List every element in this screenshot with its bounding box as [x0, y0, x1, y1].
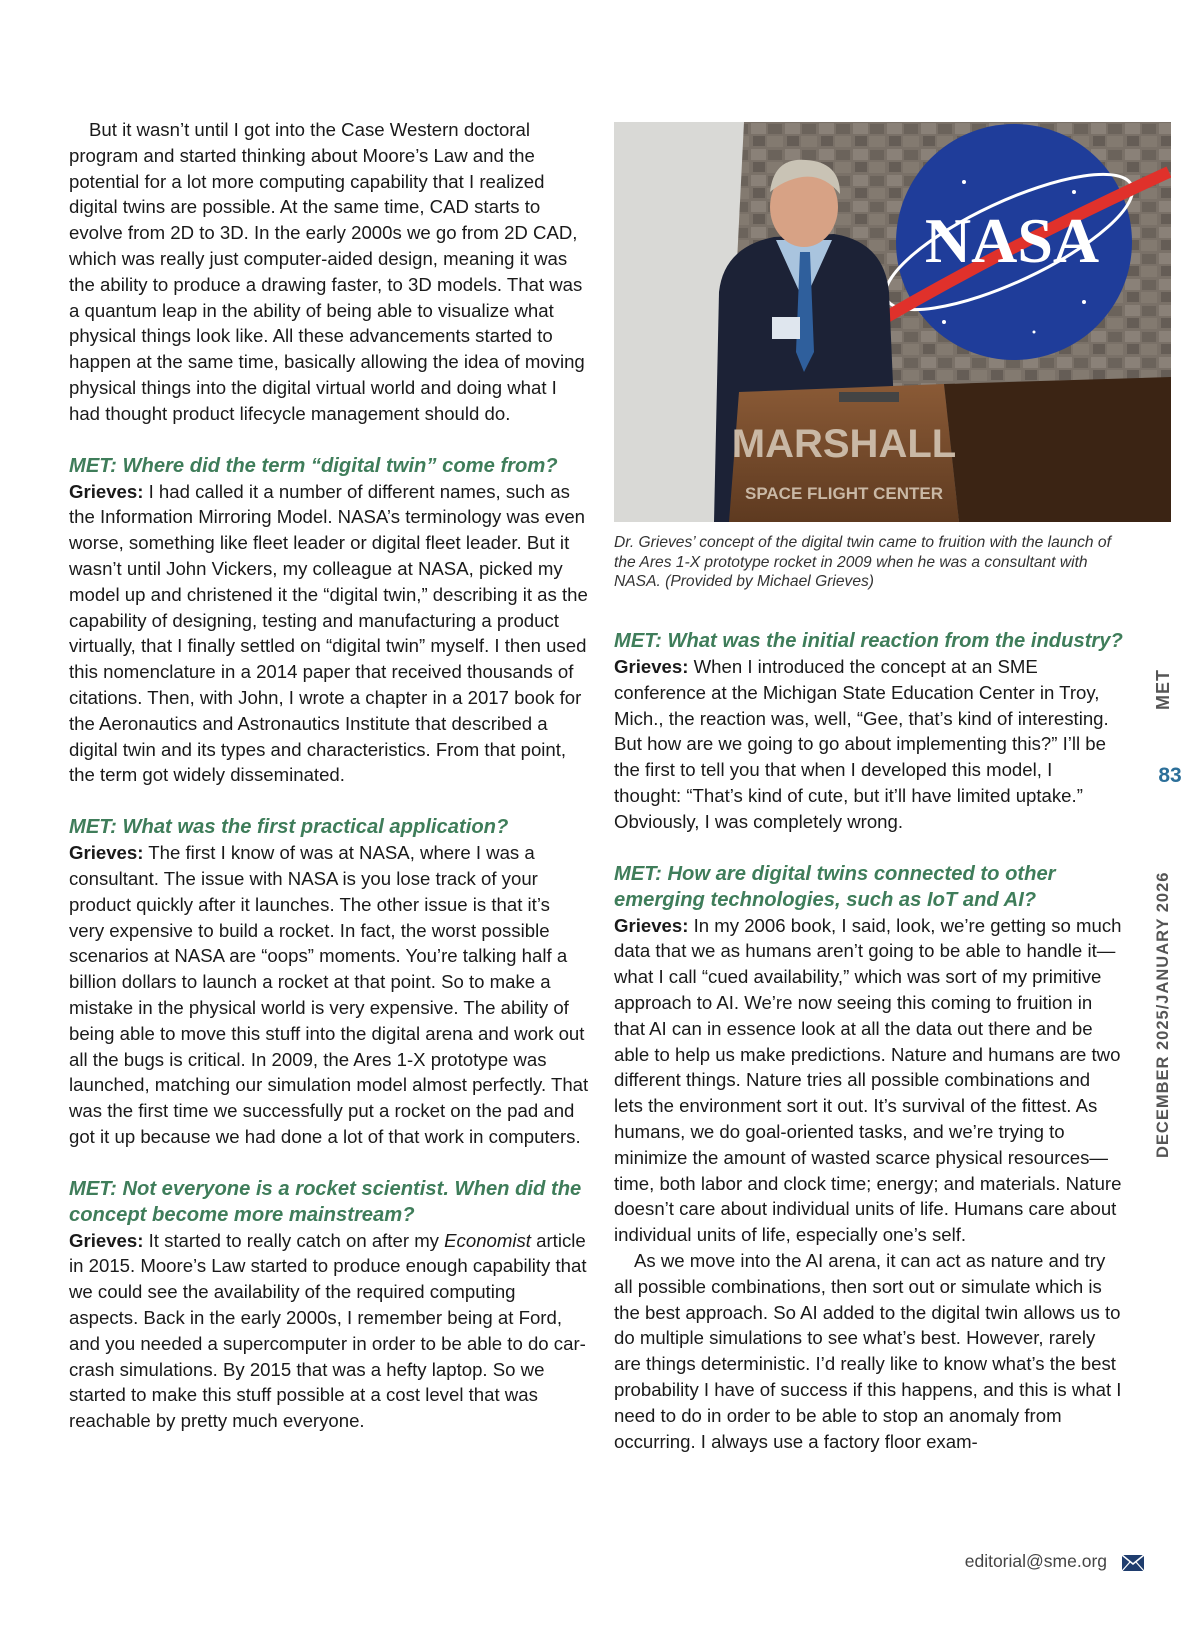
svg-text:MARSHALL: MARSHALL — [731, 422, 957, 466]
issue-date: DECEMBER 2025/JANUARY 2026 — [1154, 871, 1172, 1158]
answer-emerging-tech — [614, 913, 1124, 1248]
question-initial-reaction: MET: What was the initial reaction from the industry? — [614, 630, 1123, 652]
podium — [729, 377, 1171, 522]
question-digital-twin-origin: MET: Where did the term “digital twin” come from? — [69, 454, 558, 477]
speaker-label: Grieves: — [614, 656, 689, 677]
speaker-label: Grieves: — [69, 480, 144, 502]
publication-name: Economist — [444, 1229, 531, 1251]
speaker-label: Grieves: — [69, 842, 144, 864]
answer-text: The first I know of was at NASA, where I was a consultant. The issue with NASA is you lose track of your product quickly after it launches. The other issue is that it’s very expensive to build a rocket. In fact, the worst possible scenarios at NASA are “oops” moments. You’re talking half a billion dollars to launch a rocket at that point. So to make a mistake in the physical world is very expensive. The ability of being able to move this stuff into the digital arena and work out all the bugs is critical. In 2009, the Ares 1-X prototype was launched, matching our simulation model almost perfectly. That was the first time we successfully put a rocket on the pad and got it up because we had done a lot of that work in computers. — [69, 842, 589, 1147]
answer-text: It started to really catch on after my — [143, 1229, 445, 1251]
svg-text:SPACE FLIGHT CENTER: SPACE FLIGHT CENTER — [744, 484, 944, 503]
answer-initial-reaction — [614, 654, 1124, 835]
editorial-email[interactable]: editorial@sme.org — [964, 1551, 1107, 1571]
article-photo — [614, 122, 1171, 522]
answer-text: article in 2015. Moore’s Law started to produce enough capability that we could see the availability of the required computing aspects. Back in the early 2000s, I remember being at Ford, and you needed a supercomputer in order to be able to do car-crash simulations. By 2015 that was a hefty laptop. So we started to make this stuff possible at a cost level that was reachable by pretty much everyone. — [69, 1229, 587, 1432]
answer-mainstream — [69, 1228, 589, 1434]
answer-text: When I introduced the concept at an SME conference at the Michigan State Education Center in Troy, Mich., the reaction was, well, “Gee, that’s kind of interesting. But how are we going to go about implementing this?” I’ll be the first to tell you that when I developed this model, I thought: “That’s kind of cute, but it’ll have limited uptake.” Obviously, I was completely wrong. — [614, 656, 1109, 832]
intro-paragraph: But it wasn’t until I got into the Case Western doctoral program and started thinking about Moore’s Law and the potential for a lot more computing capability that I realized digital twins are possible. At the same time, CAD starts to evolve from 2D to 3D. In the early 2000s we go from 2D CAD, which was really just computer-aided design, meaning it was the ability to produce a drawing faster, to 3D models. That was a quantum leap in the ability of being able to visualize what physical things look like. All these advancements started to happen at the same time, basically allowing the idea of moving physical things into the digital virtual world and doing what I had thought product lifecycle management should do. — [69, 119, 585, 424]
speaker-label: Grieves: — [69, 1229, 144, 1251]
question-mainstream: MET: Not everyone is a rocket scientist. When did the concept become more mainstream? — [69, 1177, 582, 1226]
answer-text: I had called it a number of different names, such as the Information Mirroring Model. NASA’s terminology was even worse, something like fleet leader or digital fleet leader. But it wasn’t until John Vickers, my colleague at NASA, picked my model up and christened it the “digital twin,” describing it as the capability of designing, testing and manufacturing a product virtually, that I finally settled on “digital twin” myself. I then used this nomenclature in a 2014 paper that received thousands of citations. Then, with John, I wrote a chapter in a 2017 book for the Aeronautics and Astronautics Institute that described a digital twin and its types and characteristics. From that point, the term got widely disseminated. — [69, 480, 588, 786]
question-emerging-tech: MET: How are digital twins connected to other emerging technologies, such as IoT and AI? — [614, 862, 1056, 911]
page-number: 83 — [1158, 764, 1182, 787]
ai-arena-paragraph: As we move into the AI arena, it can act as nature and try all possible combinations, then sort out or simulate which is the best approach. So AI added to the digital twin allows us to do multiple simulations to see what’s best. However, rarely are things deterministic. I’d really like to know what’s the best probability I have of success if this happens, and this is what I need to do in order to be able to stop an anomaly from occurring. I always use a factory floor exam- — [614, 1249, 1122, 1452]
magazine-name: MET — [1153, 669, 1173, 710]
answer-text: In my 2006 book, I said, look, we’re getting so much data that we as humans aren’t going to be able to handle it—what I call “cued availability,” which was sort of my primitive approach to AI. We’re now seeing this coming to fruition in that AI can in essence look at all the data out there and be able to help us make predictions. Nature and humans are two different things. Nature tries all possible combinations and lets the environment sort it out. It’s survival of the fittest. As humans, we do goal-oriented tasks, and we’re trying to minimize the amount of wasted scarce physical resources—time, both labor and clock time; energy; and materials. Nature doesn’t care about individual units of life. Humans care about individual units of life, especially one’s self. — [614, 914, 1122, 1246]
speaker-label: Grieves: — [614, 914, 689, 936]
photo-caption: Dr. Grieves’ concept of the digital twin came to fruition with the launch of the Ares 1-X prototype rocket in 2009 when he was a consultant with NASA. (Provided by Michael Grieves) — [614, 534, 1111, 591]
left-column — [69, 117, 589, 1434]
question-first-application: MET: What was the first practical application? — [69, 816, 509, 839]
nasa-speaker-illustration — [614, 122, 1171, 522]
envelope-icon[interactable] — [1122, 1555, 1144, 1571]
answer-first-application — [69, 840, 589, 1150]
answer-digital-twin-origin — [69, 479, 589, 789]
svg-text:NASA: NASA — [924, 205, 1100, 276]
right-column — [614, 628, 1124, 1454]
